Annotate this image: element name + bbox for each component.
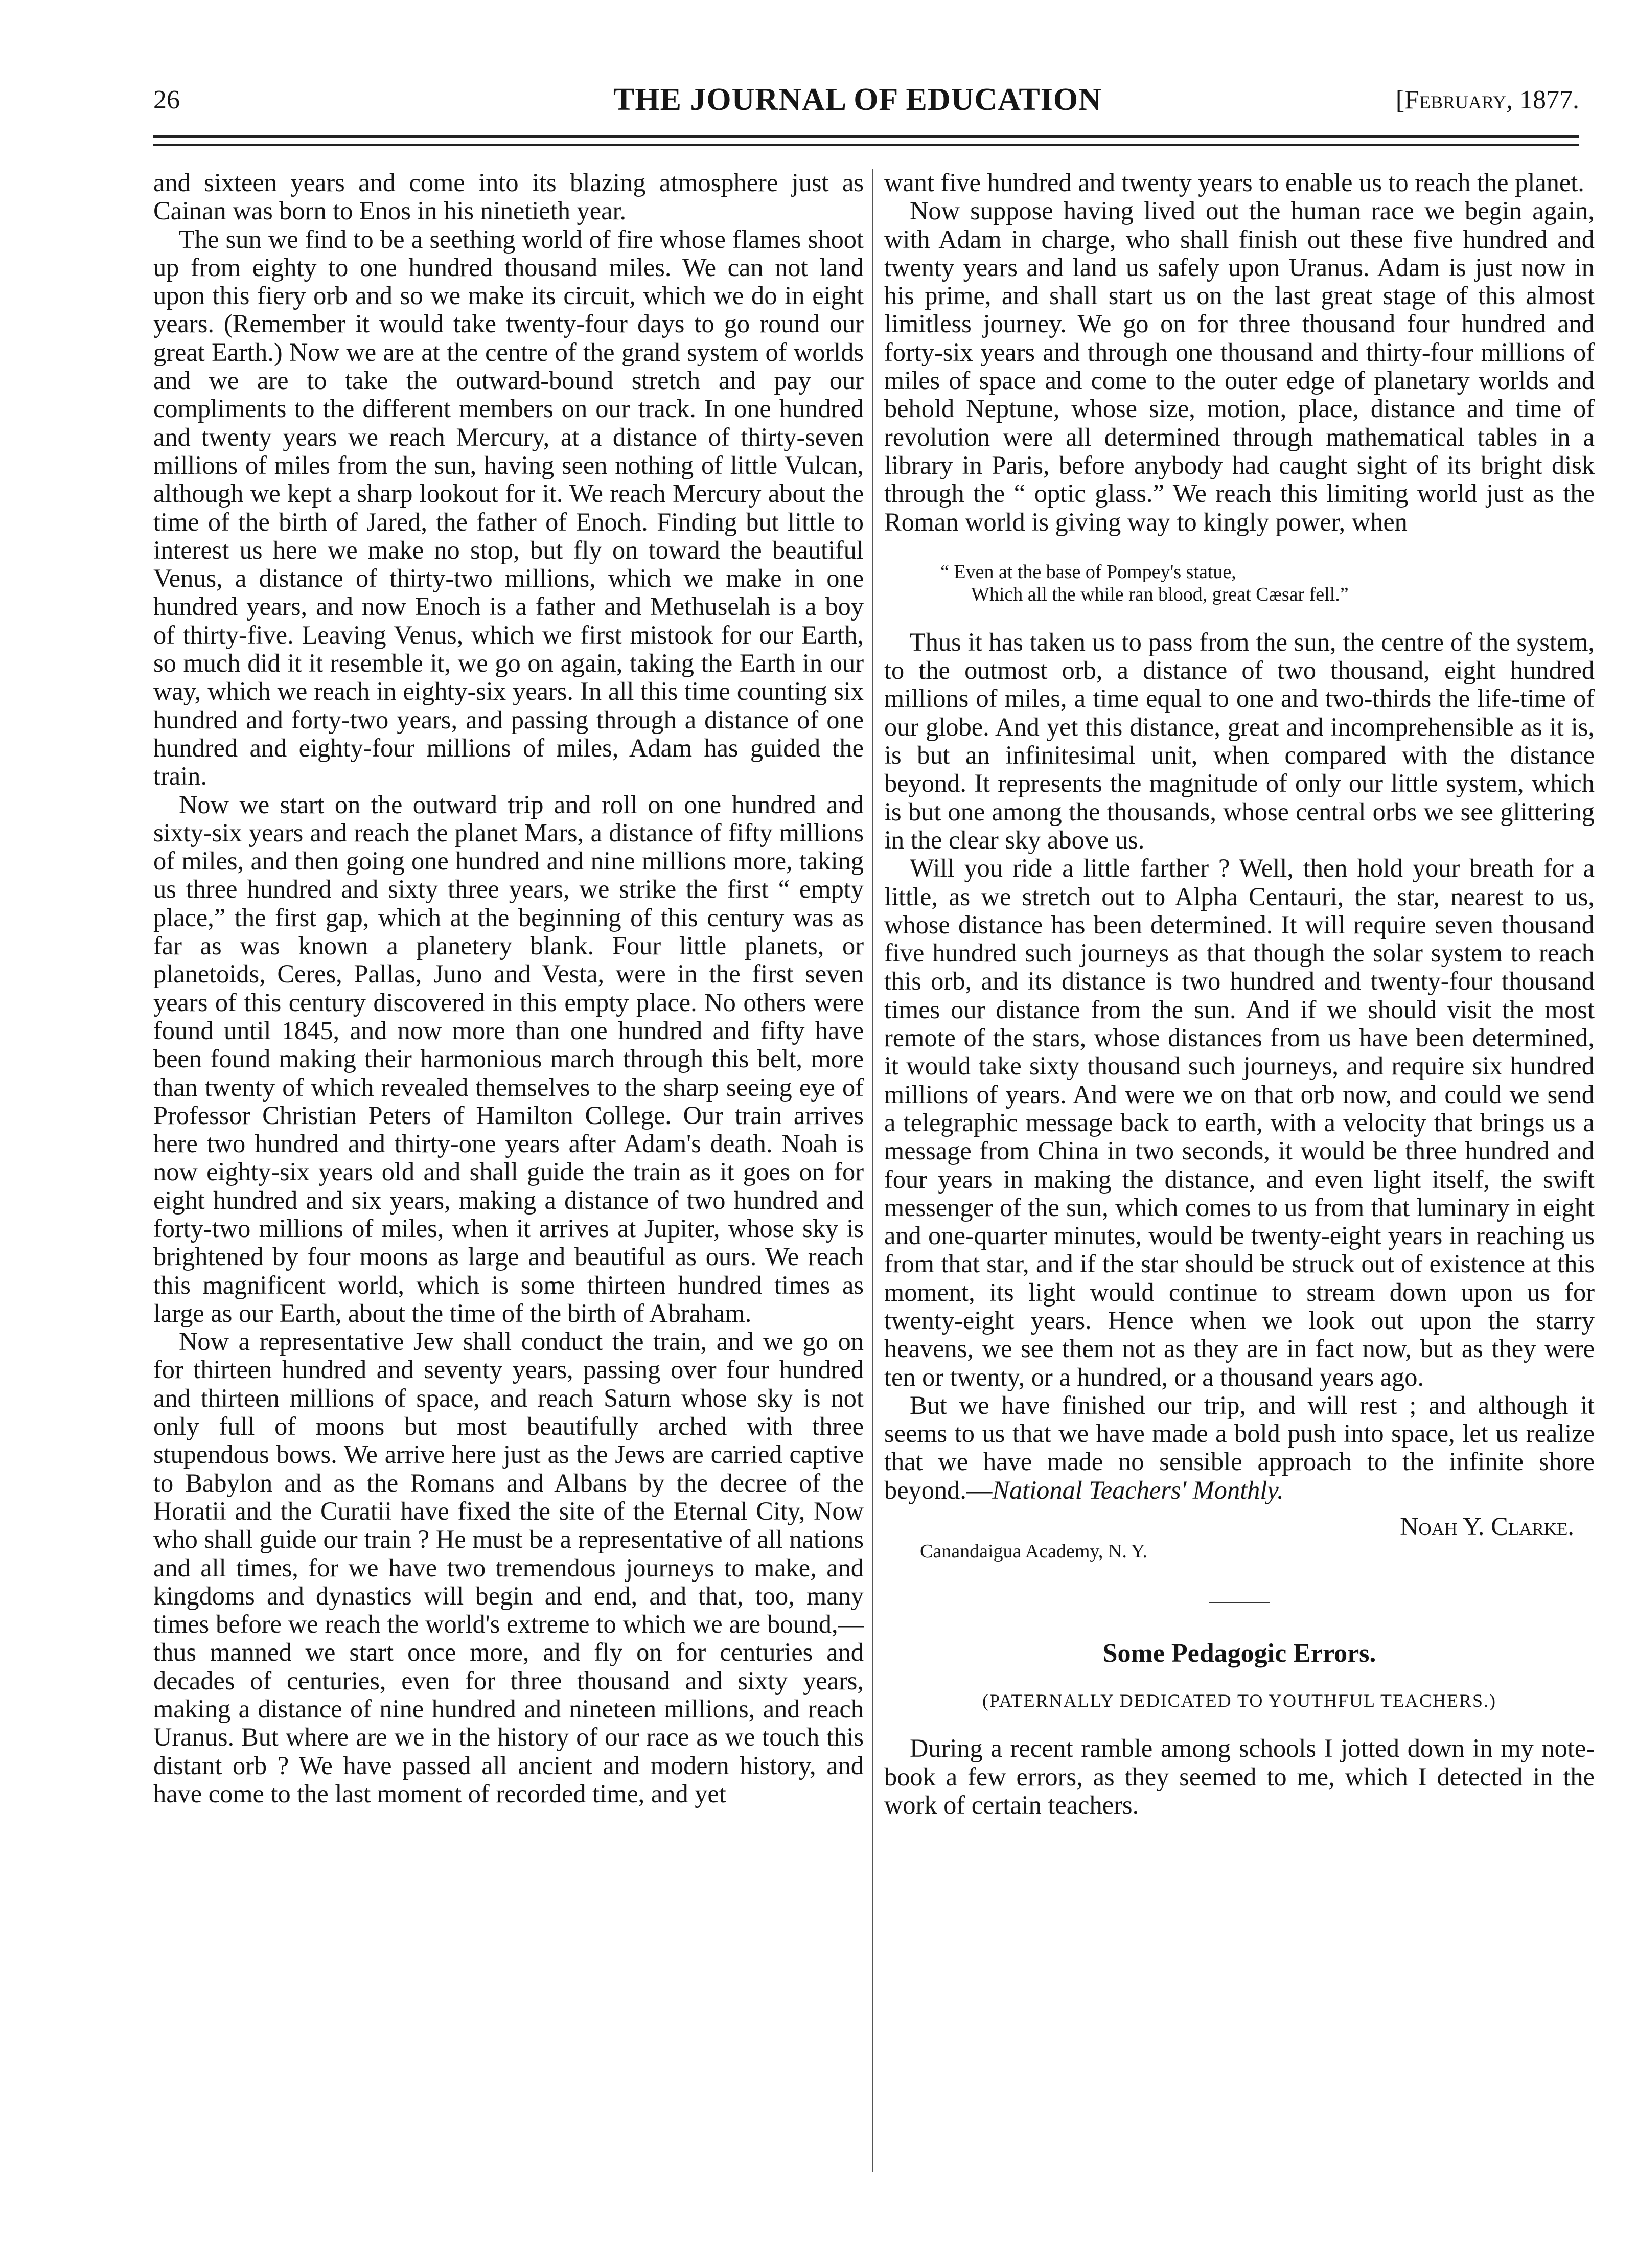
- author-location: Canandaigua Academy, N. Y.: [920, 1541, 1147, 1563]
- right-column: [884, 169, 1595, 1819]
- paragraph: want five hundred and twenty years to enable us to reach the planet.: [884, 168, 1584, 197]
- paragraph: Now a representative Jew shall conduct the train, and we go on for thirteen hundred and seventy years, passing over four hundred and thirteen millions of space, and reach Saturn whose sky is not only full of moons but most beautifully arched with three stupendous bows. We arrive here just as the Jews are carried captive to Babylon and as the Romans and Albans by the decree of the Horatii and the Curatii have fixed the site of the Eternal City, Now who shall guide our train ? He must be a representative of all nations and all times, for we have two tremendous journeys to make, and kingdoms and dynastics will begin and end, and that, too, many times before we reach the world's extreme to which we are bound,—thus manned we start once more, and fly on for centuries and decades of centuries, even for three thousand and sixty years, making a distance of nine hundred and nineteen millions, and reach Uranus. But where are we in the history of our race as we touch this distant orb ? We have passed all ancient and modern history, and have come to the last moment of recorded time, and yet: [153, 1327, 864, 1808]
- journal-title: THE JOURNAL OF EDUCATION: [613, 82, 1102, 117]
- paragraph: The sun we find to be a seething world of fire whose flames shoot up from eighty to one hundred thousand miles. We can not land upon this fiery orb and so we make its circuit, which we do in eight years. (Remember it would take twenty-four days to go round our great Earth.) Now we are at the centre of the grand system of worlds and we are to take the outward-bound stretch and pay our compliments to the different members on our track. In one hundred and twenty years we reach Mercury, at a distance of thirty-seven millions of miles from the sun, having seen nothing of little Vulcan, although we kept a sharp lookout for it. We reach Mercury about the time of the birth of Jared, the father of Enoch. Finding but little to interest us here we make no stop, but fly on toward the beautiful Venus, a distance of thirty-two millions, which we make in one hundred years, and now Enoch is a father and Methuselah is a boy of thirty-five. Leaving Venus, which we first mistook for our Earth, so much did it it resemble it, we go on again, taking the Earth in our way, which we reach in eighty-six years. In all this time counting six hundred and forty-two years, and passing through a distance of one hundred and eighty-four millions of miles, Adam has guided the train.: [153, 224, 864, 791]
- quote-line: Which all the while ran blood, great Cæsar fell.”: [971, 583, 1349, 605]
- article-dedication: (PATERNALLY DEDICATED TO YOUTHFUL TEACHERS.): [982, 1690, 1497, 1711]
- header-rule-bottom: [153, 144, 1579, 146]
- column-divider: [872, 169, 873, 2172]
- paragraph: During a recent ramble among schools I jotted down in my note-book a few errors, as they seemed to me, which I detected in the work of certain teachers.: [884, 1734, 1595, 1819]
- quote-line: “ Even at the base of Pompey's statue,: [940, 561, 1236, 583]
- article-title: Some Pedagogic Errors.: [1102, 1638, 1376, 1668]
- header-rule-top: [153, 135, 1579, 138]
- source-credit: National Teachers' Monthly.: [992, 1475, 1284, 1504]
- page-header: [153, 77, 1579, 123]
- closing-text: But we have finished our trip, and will rest ; and although it seems to us that we have made a bold push into space, let us realize that we have made no sensible approach to the infinite shore beyond.—: [884, 1390, 1595, 1504]
- block-quote: [884, 561, 1595, 606]
- paragraph: Now we start on the outward trip and roll on one hundred and sixty-six years and reach the planet Mars, a distance of fifty millions of miles, and then going one hundred and nine millions more, taking us three hundred and sixty three years, we strike the first “ empty place,” the first gap, which at the beginning of this century was as far as was known a planetery blank. Four little planets, or planetoids, Ceres, Pallas, Juno and Vesta, were in the first seven years of this century discovered in this empty place. No others were found until 1845, and now more than one hundred and fifty have been found making their harmonious march through this belt, more than twenty of which revealed themselves to the sharp seeing eye of Professor Christian Peters of Hamilton College. Our train arrives here two hundred and thirty-one years after Adam's death. Noah is now eighty-six years old and shall guide the train as it goes on for eight hundred and six years, making a distance of two hundred and forty-two millions of miles, when it arrives at Jupiter, whose sky is brightened by four moons as large and beautiful as ours. We reach this magnificent world, which is some thirteen hundred times as large as our Earth, about the time of the birth of Abraham.: [153, 790, 864, 1327]
- page-number: 26: [153, 85, 180, 114]
- paragraph: Thus it has taken us to pass from the sun, the centre of the system, to the outmost orb, a distance of two thousand, eight hundred millions of miles, a time equal to one and two-thirds the life-time of our globe. And yet this distance, great and incomprehensible as it is, is but an infinitesimal unit, when compared with the distance beyond. It represents the magnitude of only our little system, which is but one among the thousands, whose central orbs we see glittering in the clear sky above us.: [884, 627, 1595, 854]
- paragraph: and sixteen years and come into its blazing atmosphere just as Cainan was born to Enos in his ninetieth year.: [153, 168, 864, 225]
- left-column: [153, 169, 864, 1808]
- closing-paragraph: [884, 1391, 1595, 1504]
- paragraph: Now suppose having lived out the human race we begin again, with Adam in charge, who shall finish out these five hundred and twenty years and land us safely upon Uranus. Adam is just now in his prime, and shall start us on the last great stage of this almost limitless journey. We go on for three thousand four hundred and forty-six years and through one thousand and thirty-four millions of miles of space and come to the outer edge of planetary worlds and behold Neptune, whose size, motion, place, distance and time of revolution were all determined through mathematical tables in a library in Paris, before anybody had caught sight of its bright disk through the “ optic glass.” We reach this limiting world just as the Roman world is giving way to kingly power, when: [884, 196, 1595, 536]
- issue-date: [February, 1877.: [1395, 85, 1579, 114]
- paragraph: Will you ride a little farther ? Well, then hold your breath for a little, as we stretch out to Alpha Centauri, the star, nearest to us, whose distance has been determined. It will require seven thousand five hundred such journeys as that though the solar system to reach this orb, and its distance is two hundred and twenty-four thousand times our distance from the sun. And if we should visit the most remote of the stars, whose distances from us have been determined, it would take sixty thousand such journeys, and require six hundred millions of years. And were we on that orb now, and could we send a telegraphic message back to earth, with a velocity that brings us a message from China in two seconds, it would be three hundred and four years in making the distance, and even light itself, the swift messenger of the sun, which comes to us from that luminary in eight and one-quarter minutes, would be twenty-eight years in reaching us from that star, and if the star should be struck out of existence at this moment, its light would continue to stream down upon us for twenty-eight years. Hence when we look out upon the starry heavens, we see them not as they are in fact now, but as they were ten or twenty, or a hundred, or a thousand years ago.: [884, 854, 1595, 1391]
- section-divider: [1209, 1602, 1270, 1603]
- author-signature: Noah Y. Clarke.: [1400, 1512, 1574, 1541]
